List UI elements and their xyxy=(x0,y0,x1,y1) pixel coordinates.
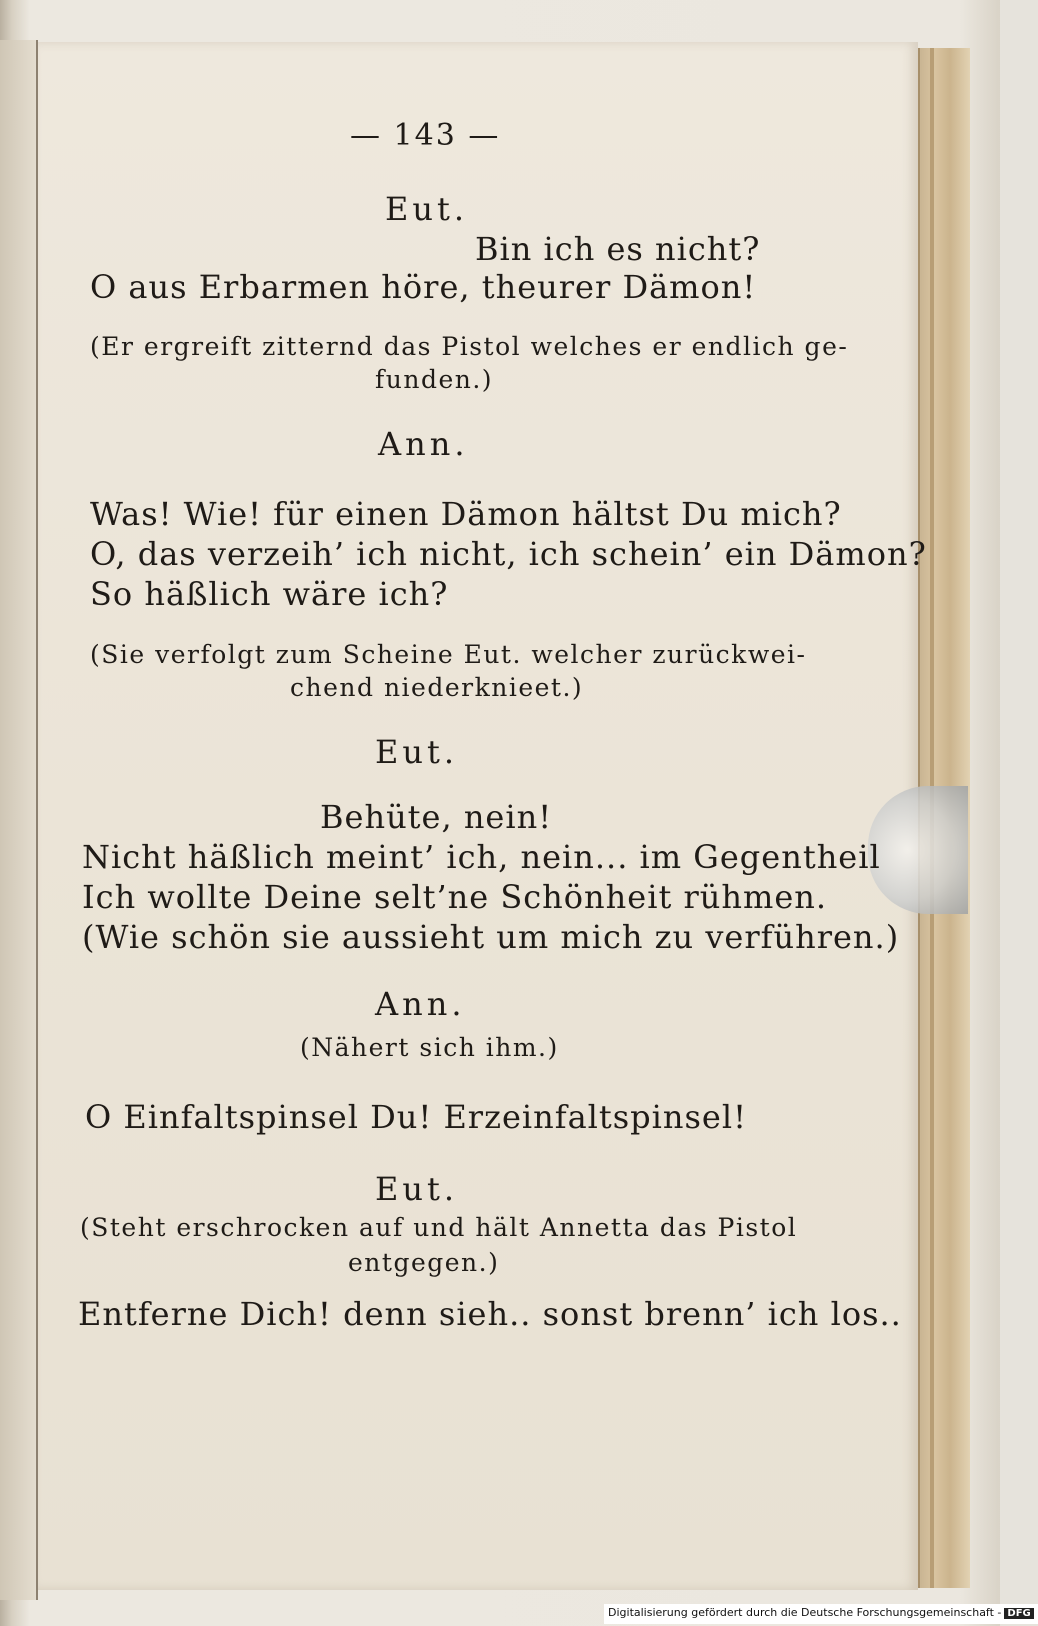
verse-line: Behüte, nein! xyxy=(320,798,553,836)
verse-line: Was! Wie! für einen Dämon hältst Du mich? xyxy=(90,495,842,533)
dfg-logo: DFG xyxy=(1004,1608,1033,1619)
footer-text: Digitalisierung gefördert durch die Deutsche Forschungsgemeinschaft - xyxy=(608,1606,1002,1619)
verse-line: Ich wollte Deine selt’ne Schönheit rühmen. xyxy=(82,878,828,916)
page-number: — 143 — xyxy=(350,118,501,153)
stage-direction: entgegen.) xyxy=(348,1248,500,1277)
stage-direction: funden.) xyxy=(375,365,494,394)
verse-line: So häßlich wäre ich? xyxy=(90,575,449,613)
stage-direction: chend niederknieet.) xyxy=(290,673,584,702)
stage-direction: (Nähert sich ihm.) xyxy=(300,1033,559,1062)
verse-line: O Einfaltspinsel Du! Erzeinfaltspinsel! xyxy=(85,1098,747,1136)
verse-line: (Wie schön sie aussieht um mich zu verführen.) xyxy=(82,918,900,956)
verse-line: O aus Erbarmen höre, theurer Dämon! xyxy=(90,268,757,306)
left-page-edge xyxy=(0,40,38,1600)
verse-line: Bin ich es nicht? xyxy=(475,230,761,268)
speaker-label: Eut. xyxy=(375,733,458,771)
digitization-footer xyxy=(604,1604,1038,1624)
stage-direction: (Steht erschrocken auf und hält Annetta das Pistol xyxy=(80,1213,798,1242)
speaker-label: Ann. xyxy=(378,425,469,463)
verse-line: Nicht häßlich meint’ ich, nein... im Gegentheil xyxy=(82,838,881,876)
stage-direction: (Sie verfolgt zum Scheine Eut. welcher zurückwei- xyxy=(90,640,807,669)
verse-line: O, das verzeih’ ich nicht, ich schein’ ein Dämon? xyxy=(90,535,927,573)
speaker-label: Eut. xyxy=(375,1170,458,1208)
speaker-label: Eut. xyxy=(385,190,468,228)
stage-direction: (Er ergreift zitternd das Pistol welches er endlich ge- xyxy=(90,332,849,361)
speaker-label: Ann. xyxy=(375,985,466,1023)
verse-line: Entferne Dich! denn sieh.. sonst brenn’ ich los.. xyxy=(78,1295,902,1333)
